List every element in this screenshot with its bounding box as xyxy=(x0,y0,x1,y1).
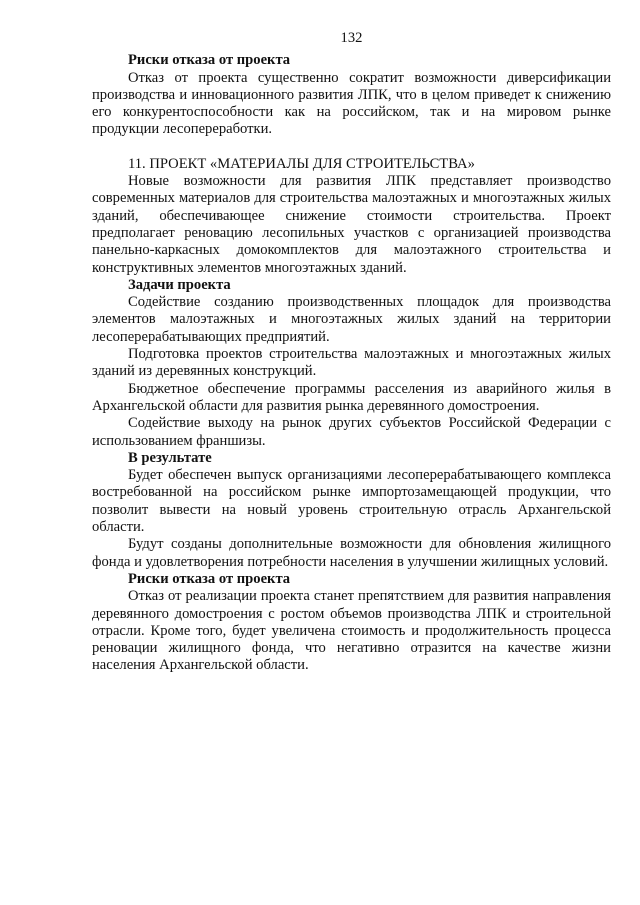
risks-paragraph-1: Отказ от проекта существенно сократит возможности диверсификации производства и инновационного развития ЛПК, что в целом приведет к снижению его конкурентоспособности как на российском, так и на мировом рынке продукции лесопереработки. xyxy=(92,69,611,138)
tasks-heading: Задачи проекта xyxy=(128,276,231,293)
spacer xyxy=(92,139,611,156)
page-number: 132 xyxy=(340,30,363,46)
section-title: 11. ПРОЕКТ «МАТЕРИАЛЫ ДЛЯ СТРОИТЕЛЬСТВА» xyxy=(128,155,475,172)
task-paragraph: Подготовка проектов строительства малоэтажных и многоэтажных жилых зданий из деревянных конструкций. xyxy=(92,346,611,380)
risks-heading-2: Риски отказа от проекта xyxy=(128,570,291,587)
task-paragraph: Содействие созданию производственных площадок для производства элементов малоэтажных и многоэтажных жилых зданий на территории лесоперерабатывающих предприятий. xyxy=(92,294,611,345)
results-heading: В результате xyxy=(128,449,212,466)
result-paragraph: Будет обеспечен выпуск организациями лесоперерабатывающего комплекса востребованной на российском рынке импортозамещающей продукции, что позволит вывести на новый уровень строительную отрасль Архангельской области. xyxy=(92,467,611,536)
task-paragraph: Бюджетное обеспечение программы расселения из аварийного жилья в Архангельской области для развития рынка деревянного домостроения. xyxy=(92,380,611,414)
section-intro-paragraph: Новые возможности для развития ЛПК представляет производство современных материалов для строительства малоэтажных и многоэтажных жилых зданий, обеспечивающее снижение стоимости строительства. Проект предполагает реновацию лесопильных участков с организацией производства панельно-каркасных домокомплектов для малоэтажного строительства и конструктивных элементов многоэтажных зданий. xyxy=(92,173,611,276)
task-paragraph: Содействие выходу на рынок других субъектов Российской Федерации с использованием франшизы. xyxy=(92,415,611,449)
risks-paragraph-2: Отказ от реализации проекта станет препятствием для развития направления деревянного домостроения с ростом объемов производства ЛПК и строительной отрасли. Кроме того, будет увеличена стоимость и продолжительность процесса реновации жилищного фонда, что негативно отразится на качестве жизни населения Архангельской области. xyxy=(92,588,611,674)
result-paragraph: Будут созданы дополнительные возможности для обновления жилищного фонда и удовлетворения потребности населения в улучшении жилищных условий. xyxy=(92,536,611,570)
risks-heading-1: Риски отказа от проекта xyxy=(128,52,291,69)
